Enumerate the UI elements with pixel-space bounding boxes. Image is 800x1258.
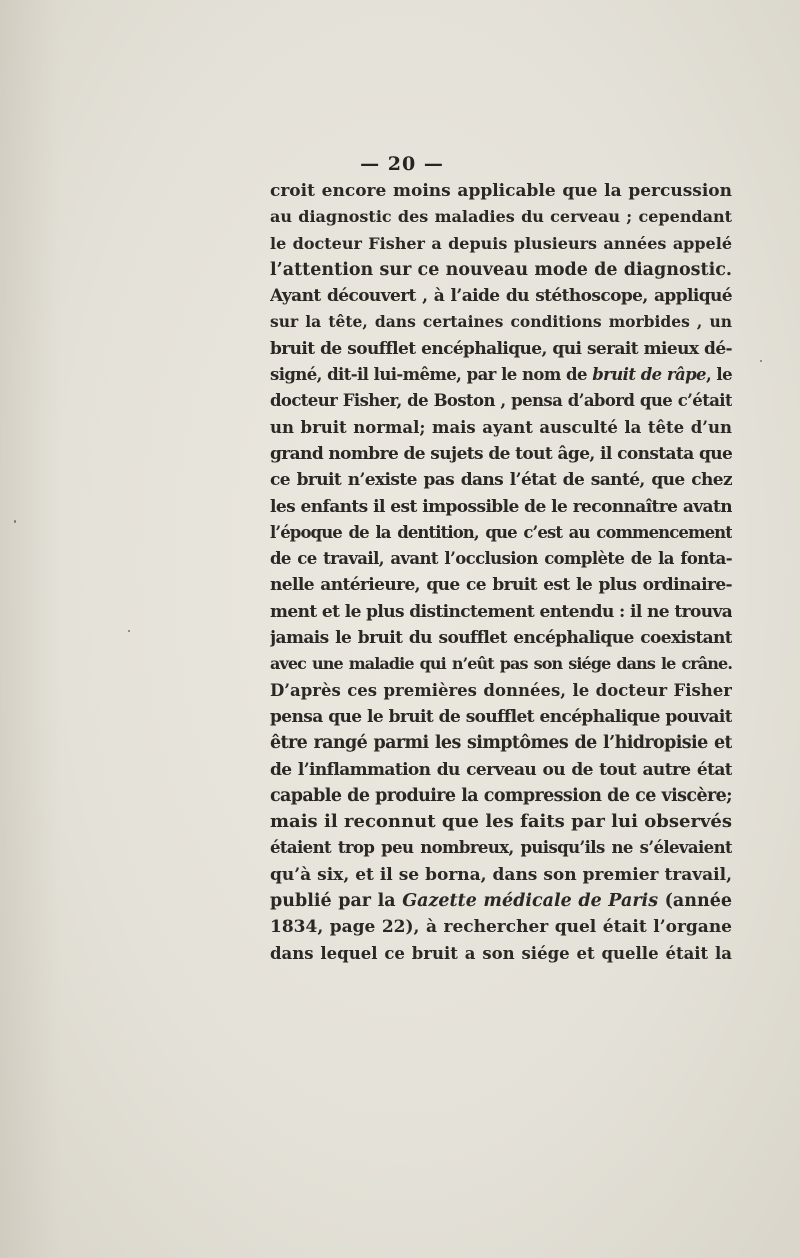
text-line: étaient trop peu nombreux, puisqu’ils ne s’élevaient — [270, 838, 732, 858]
text-line: capable de produire la compression de ce viscère; — [270, 785, 732, 806]
body-text — [270, 178, 732, 967]
page-edge-shading — [0, 0, 60, 1258]
text-line: mais il reconnut que les faits par lui observés — [270, 811, 732, 833]
text-line: croit encore moins applicable que la percussion — [270, 181, 732, 201]
text-line: 1834, page 22), à rechercher quel était l’organe — [270, 917, 732, 938]
italic-title: Gazette médicale de Paris — [402, 891, 659, 912]
text-line: avec une maladie qui n’eût pas son siége dans le crâne. — [270, 654, 732, 674]
paper-speck — [14, 520, 16, 523]
text-line: grand nombre de sujets de tout âge, il constata que — [270, 443, 732, 464]
text-line: le docteur Fisher a depuis plusieurs années appelé — [270, 233, 732, 253]
text-line: qu’à six, et il se borna, dans son premier travail, — [270, 864, 732, 885]
text-line: être rangé parmi les simptômes de l’hidropisie et — [270, 733, 732, 754]
text-line: jamais le bruit du soufflet encéphalique coexistant — [270, 628, 732, 649]
text-line: bruit de soufflet encéphalique, qui serait mieux dé- — [270, 338, 732, 359]
text-line: pensa que le bruit de soufflet encéphalique pouvait — [270, 706, 732, 727]
text-line: Ayant découvert , à l’aide du stéthoscope, appliqué — [270, 286, 732, 307]
line-text: publié par la — [270, 891, 403, 912]
paper-speck — [760, 360, 762, 362]
text-line: un bruit normal; mais ayant ausculté la tête d’un — [270, 417, 732, 437]
text-line: D’après ces premières données, le docteur Fisher — [270, 680, 732, 700]
text-line: les enfants il est impossible de le reconnaître avatn — [270, 496, 732, 517]
text-line: sur la tête, dans certaines conditions morbides , un — [270, 312, 732, 332]
text-line-with-italic — [270, 888, 732, 914]
page-number: — 20 — — [360, 153, 444, 175]
text-line: de ce travail, avant l’occlusion complète de la fonta- — [270, 549, 732, 569]
line-text: signé, dit-il lui-même, par le nom de — [270, 365, 593, 385]
text-line-with-italic — [270, 362, 732, 388]
text-line: nelle antérieure, que ce bruit est le plus ordinaire- — [270, 575, 732, 596]
paper-speck — [128, 630, 130, 632]
text-line: de l’inflammation du cerveau ou de tout autre état — [270, 759, 732, 780]
text-line: au diagnostic des maladies du cerveau ; cependant — [270, 207, 732, 227]
text-line: docteur Fisher, de Boston , pensa d’abord que c’était — [270, 391, 732, 411]
text-line: dans lequel ce bruit a son siége et quelle était la — [270, 943, 732, 963]
text-line: l’attention sur ce nouveau mode de diagnostic. — [270, 259, 732, 280]
text-line: l’époque de la dentition, que c’est au commencement — [270, 522, 732, 542]
line-text: (année — [658, 891, 732, 912]
text-line: ment et le plus distinctement entendu : il ne trouva — [270, 601, 732, 622]
italic-term: bruit de râpe — [592, 365, 706, 385]
line-text: , le — [705, 365, 732, 385]
text-line: ce bruit n’existe pas dans l’état de santé, que chez — [270, 470, 732, 491]
